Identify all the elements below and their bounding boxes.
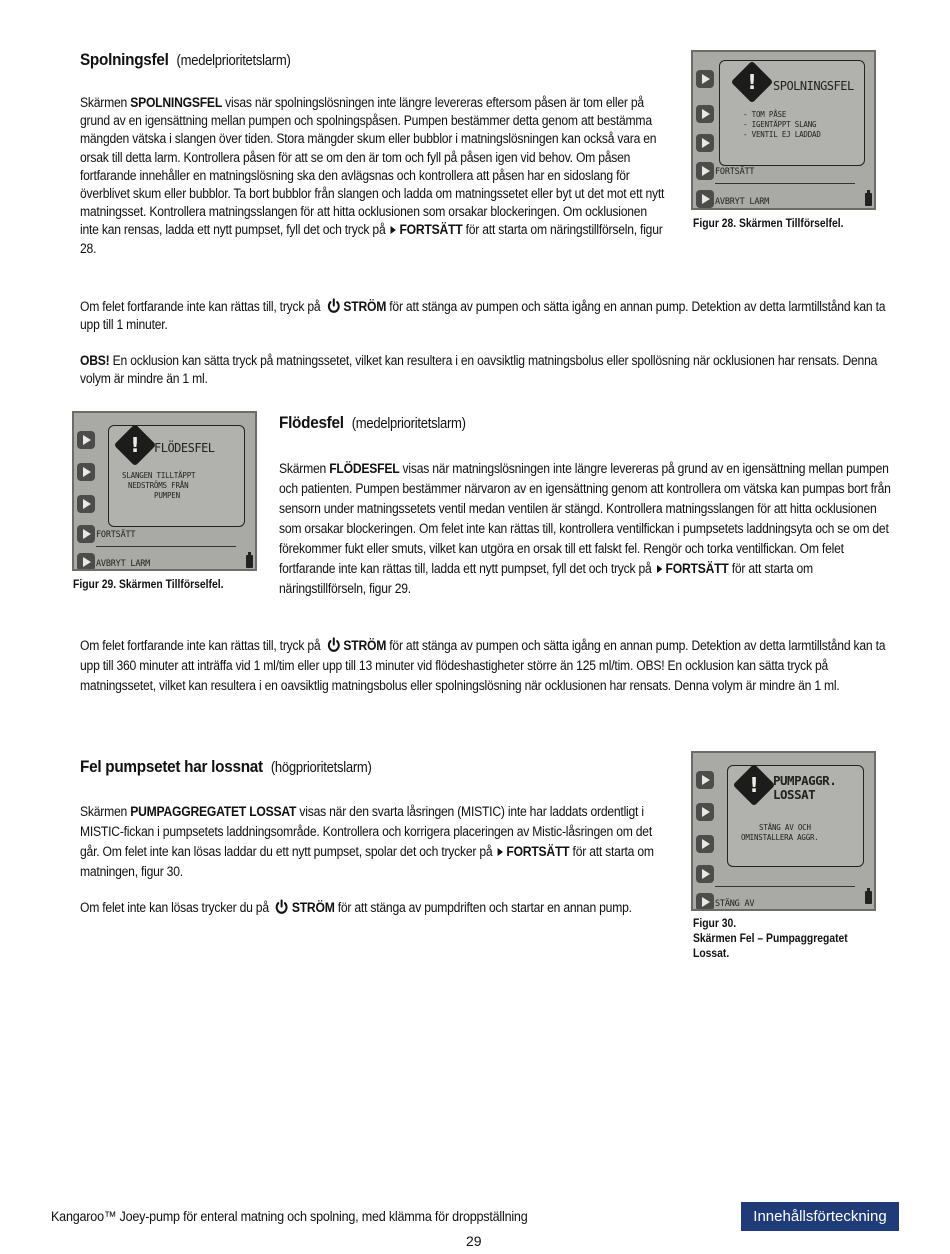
play-arrow-icon: [390, 226, 395, 234]
softkey-avbryt-larm: AVBRYT LARM: [715, 197, 770, 207]
key-fortsatt: FORTSÄTT: [665, 561, 729, 576]
paragraph-flodesfel-description: [279, 459, 900, 599]
warning-icon: !: [114, 424, 156, 466]
table-of-contents-button[interactable]: Innehållsförteckning: [741, 1202, 899, 1231]
text: för att starta om näringstillförseln, figur 29.: [279, 561, 813, 596]
alarm-line-3: PUMPEN: [154, 491, 180, 500]
alarm-line-1: SLANGEN TILLTÄPPT: [122, 471, 196, 480]
text: Skärmen: [80, 95, 131, 110]
softkey-avbryt-larm: AVBRYT LARM: [96, 559, 151, 569]
text: Om felet inte kan lösas trycker du på: [80, 900, 269, 915]
side-button-3: [696, 835, 714, 853]
battery-icon: [246, 555, 253, 568]
paragraph-pumpset-description: [80, 802, 665, 882]
caption-line-3: Lossat.: [693, 948, 730, 960]
side-button-2: [696, 105, 714, 123]
softkey-fortsatt: FORTSÄTT: [96, 530, 136, 540]
alarm-line-1: - TOM PÅSE: [743, 110, 787, 119]
power-icon: [326, 298, 340, 314]
priority-label: (högprioritetslarm): [270, 760, 372, 776]
text: för att stänga av pumpen och sätta igång en annan pump. Detektion av detta larmtillstånd kan ta upp till 1 minuter.: [80, 299, 886, 333]
alarm-line-3: - VENTIL EJ LADDAD: [743, 130, 821, 139]
text: visas när spolningslösningen inte längre levereras eftersom påsen är tom eller på grund av en igensättning mellan pumpen och spolningspåsen. Pumpen bestämmer detta genom att bestämma mängden vätska i slangen över tiden. Stora mängder skum eller bubblor i matningslösningen kan också vara en orsak till detta larm. Kontrollera påsen för att se om den är tom och fyll på påsen igen vid behov. Om påsen fortfarande innehåller en matningslösning ska den avlägsnas och kontrollera att påsen har en sidoslang för överblivet skum eller bubblor. Ta bort bubblor från slangen och ladda om matningssetet eller byt ut det mot ett nytt matningsset. Kontrollera matningsslangen för att hitta ocklusionen som orsakar blockeringen. Om ocklusionen inte kan rensas, ladda ett nytt pumpset, fyll det och tryck på: [80, 95, 665, 238]
alarm-line-2: - IGENTÄPPT SLANG: [743, 120, 817, 129]
softkey-fortsatt: FORTSÄTT: [715, 167, 755, 177]
key-strom: STRÖM: [343, 299, 387, 314]
text: Skärmen: [279, 461, 330, 476]
battery-icon: [865, 193, 872, 206]
section-heading-pumpset-lossnat: [80, 757, 372, 777]
paragraph-flodesfel-power: [80, 636, 886, 696]
alarm-line-2: NEDSTRÖMS FRÅN: [128, 481, 189, 490]
screen-title: FLÖDESFEL: [154, 441, 215, 455]
side-button-3: [77, 495, 95, 513]
softkey-stang-av: STÄNG AV: [715, 899, 755, 909]
alarm-line-2: OMINSTALLERA AGGR.: [741, 833, 819, 842]
heading-text: Flödesfel: [279, 413, 344, 432]
play-arrow-icon: [657, 565, 662, 573]
side-button-5: [696, 190, 714, 208]
softkey-divider: [96, 546, 236, 547]
page-number: 29: [466, 1233, 482, 1249]
paragraph-spolningsfel-description: [80, 94, 665, 258]
caption-line-2: Skärmen Fel – Pumpaggregatet: [693, 933, 848, 945]
text: för att starta om matningen, figur 30.: [80, 844, 654, 879]
battery-icon: [865, 891, 872, 904]
text: för att starta om näringstillförseln, figur 28.: [80, 222, 663, 256]
screen-name: PUMPAGGREGATET LOSSAT: [130, 804, 297, 819]
side-button-2: [696, 803, 714, 821]
side-button-2: [77, 463, 95, 481]
text: Om felet fortfarande inte kan rättas till, tryck på: [80, 299, 321, 314]
side-button-4: [77, 525, 95, 543]
note-label: OBS!: [80, 353, 110, 368]
screen-name: FLÖDESFEL: [329, 461, 400, 476]
paragraph-spolningsfel-note: [80, 352, 886, 388]
paragraph-spolningsfel-power: [80, 298, 886, 334]
text: Om felet fortfarande inte kan rättas till, tryck på: [80, 638, 321, 653]
side-button-1: [77, 431, 95, 449]
priority-label: (medelprioritetslarm): [176, 53, 291, 69]
softkey-divider: [715, 183, 855, 184]
softkey-divider: [715, 886, 855, 887]
key-strom: STRÖM: [291, 900, 335, 915]
side-button-1: [696, 771, 714, 789]
power-icon: [326, 637, 340, 653]
device-screen-figure-28: [691, 50, 876, 210]
heading-text: Fel pumpsetet har lossnat: [80, 757, 263, 776]
caption-line-1: Figur 30.: [693, 918, 737, 930]
key-fortsatt: FORTSÄTT: [399, 222, 463, 238]
figure-29-caption: Figur 29. Skärmen Tillförselfel.: [73, 579, 224, 591]
warning-icon: !: [733, 764, 775, 806]
figure-28-caption: Figur 28. Skärmen Tillförselfel.: [693, 218, 844, 230]
text: för att stänga av pumpdriften och startar en annan pump.: [334, 900, 632, 915]
figure-30-caption: [693, 917, 864, 962]
power-icon: [275, 899, 289, 915]
heading-text: Spolningsfel: [80, 50, 169, 69]
device-screen-figure-30: [691, 751, 876, 911]
screen-title: SPOLNINGSFEL: [773, 79, 854, 93]
play-arrow-icon: [497, 848, 502, 856]
warning-icon: !: [731, 61, 773, 103]
side-button-5: [696, 893, 714, 911]
alarm-line-1: STÄNG AV OCH: [759, 823, 811, 832]
paragraph-pumpset-power: [80, 898, 665, 918]
side-button-5: [77, 553, 95, 571]
footer-product-name: Kangaroo™ Joey-pump för enteral matning och spolning, med klämma för droppställning: [51, 1208, 528, 1224]
text: Skärmen: [80, 804, 131, 819]
text: visas när den svarta låsringen (MISTIC) inte har laddats ordentligt i MISTIC-fickan i pumpsetets laddningsområde. Kontrollera och korrigera placeringen av Mistic-låsringen om det går. Om felet inte kan lösas laddar du ett nytt pumpset, spolar det och trycker på: [80, 804, 653, 859]
side-button-3: [696, 134, 714, 152]
section-heading-spolningsfel: [80, 50, 291, 70]
key-strom: STRÖM: [343, 638, 387, 653]
side-button-4: [696, 865, 714, 883]
device-screen-figure-29: [72, 411, 257, 571]
key-fortsatt: FORTSÄTT: [506, 844, 570, 859]
section-heading-flodesfel: [279, 413, 466, 433]
side-button-1: [696, 70, 714, 88]
text: visas när matningslösningen inte längre levereras på grund av en igensättning mellan pumpen och patienten. Pumpen bestämmer närvaron av en igensättning genom att kontrollera om vätska kan pumpas bort från sensorn under matningssetets ventil medan ventilen är stängd. Kontrollera matningsslangen för att hitta ocklusionen som orsakar blockeringen. Om felet inte kan rättas till, kontrollera ventilfickan i pumpsetets laddningsyta och se om det förekommer fukt eller smuts, vilket kan utgöra en orsak till ett falskt fel. Rengör och torka ventilfickan. Om felet fortfarande inte kan rättas till, ladda ett nytt pumpset, fyll det och tryck på: [279, 461, 891, 576]
screen-title-line-2: LOSSAT: [773, 787, 816, 802]
side-button-4: [696, 162, 714, 180]
screen-title-line-1: PUMPAGGR.: [773, 773, 837, 788]
screen-name: SPOLNINGSFEL: [130, 95, 223, 110]
priority-label: (medelprioritetslarm): [351, 416, 466, 432]
text: för att stänga av pumpen och sätta igång en annan pump. Detektion av detta larmtillstånd kan ta upp till 360 minuter att inträffa vid 1 ml/tim eller upp till 13 minuter vid flödeshastigheter större än 125 ml/tim. OBS! En ocklusion kan sätta tryck på matningssetet, vilket kan resultera i en oavsiktlig matningsbolus eller spolningslösning när ocklusionen har rensats. Denna volym är mindre än 1 ml.: [80, 638, 886, 693]
text: En ocklusion kan sätta tryck på matningssetet, vilket kan resultera i en oavsiktlig matningsbolus eller spollösning när ocklusionen har rensats. Denna volym är mindre än 1 ml.: [80, 353, 878, 387]
